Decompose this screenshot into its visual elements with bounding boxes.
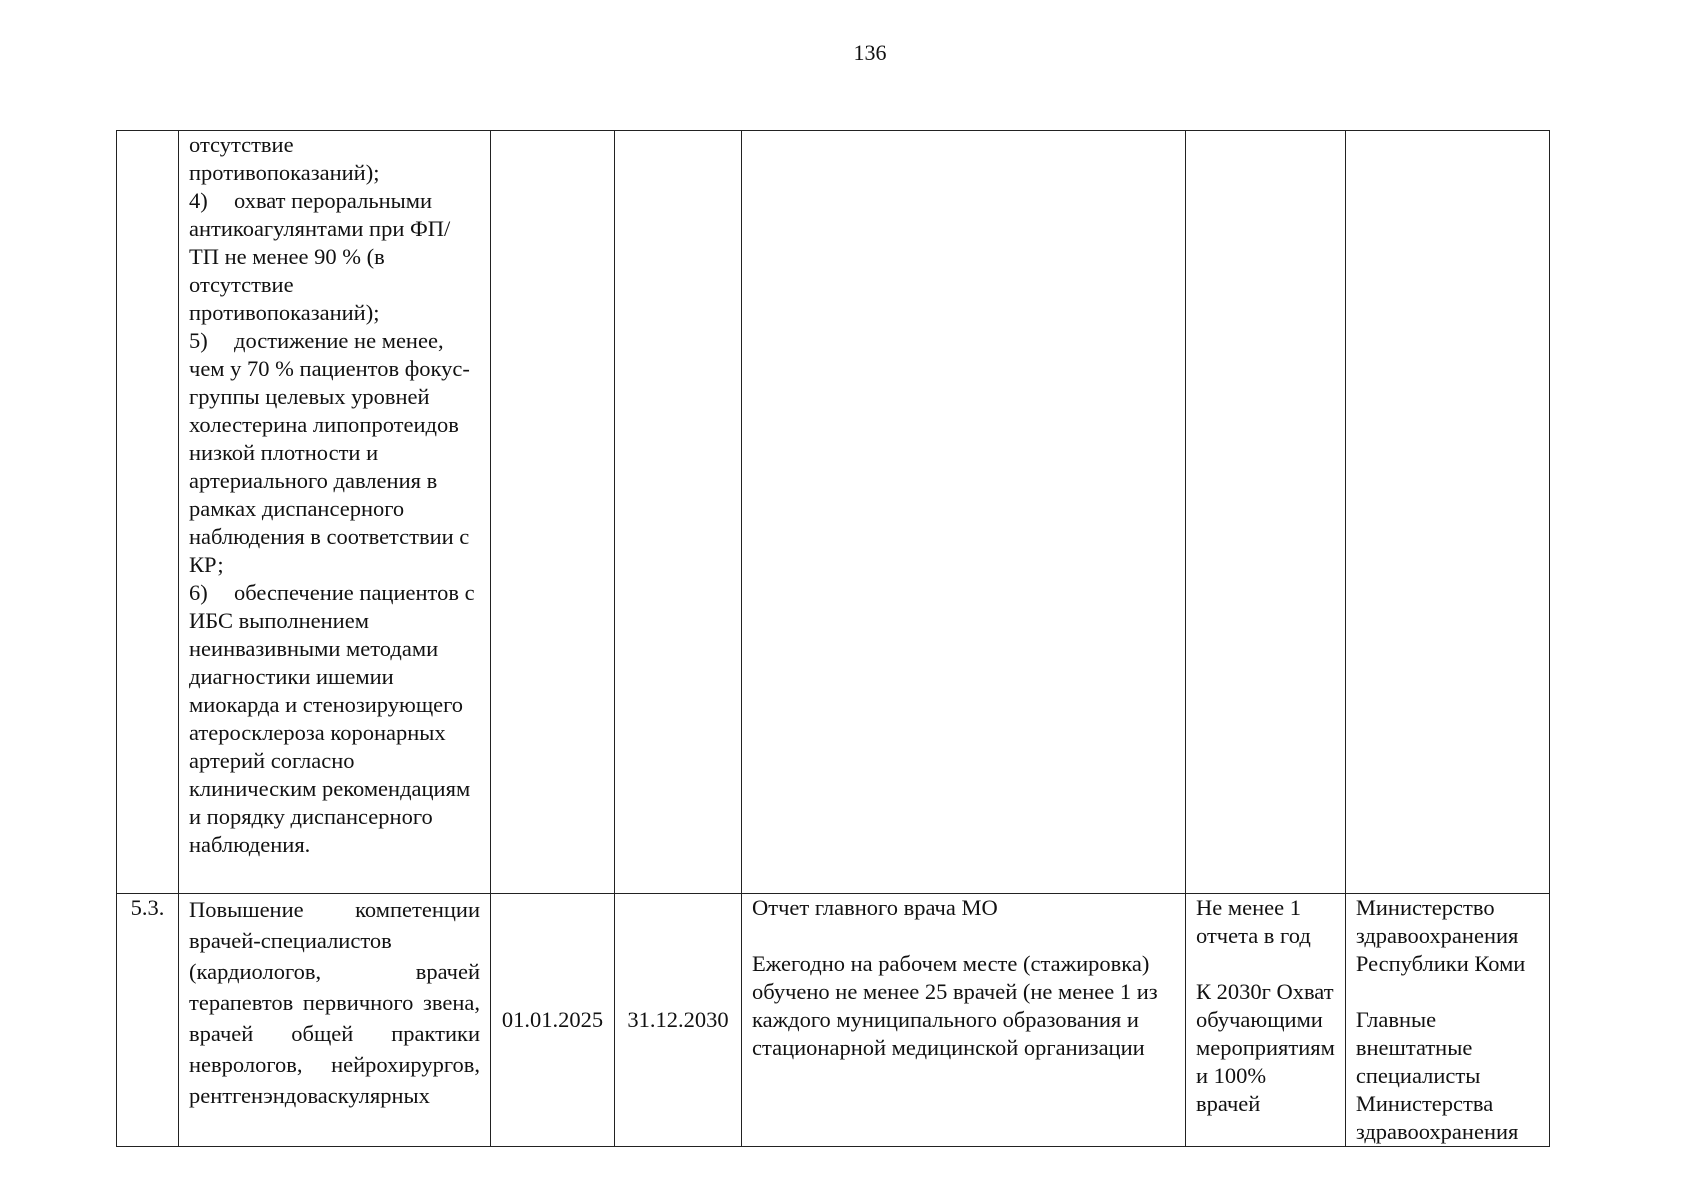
measures-table [116, 130, 1550, 1147]
list-item: 5) достижение не менее, чем у 70 % пациентов фокус-группы целевых уровней холестерина липопротеидов низкой плотности и артериального давления в рамках диспансерного наблюдения в соответствии с КР; [189, 328, 475, 577]
cell-end-empty [615, 131, 742, 894]
cell-description-continued [179, 131, 491, 894]
cell-indicator-empty [1186, 131, 1346, 894]
cell-responsible-empty [1345, 131, 1549, 894]
list-item: 6) обеспечение пациентов с ИБС выполнением неинвазивными методами диагностики ишемии миокарда и стенозирующего атеросклероза коронарных артерий согласно клиническим рекомендациям и порядку диспансерного наблюдения. [189, 580, 481, 857]
cell-number-empty [117, 131, 179, 894]
responsible-specialists: Главные внештатные специалисты Министерства здравоохранения [1355, 1007, 1519, 1144]
start-date: 01.01.2025 [491, 894, 615, 1147]
indicator-coverage: К 2030г Охват обучающими мероприятиям и 100% врачей [1196, 979, 1341, 1116]
row-number: 5.3. [117, 894, 179, 1147]
table-row-5-3 [117, 894, 1550, 1147]
indicator-reports: Не менее 1 отчета в год [1196, 895, 1311, 948]
cell-start-empty [491, 131, 615, 894]
end-date: 31.12.2030 [615, 894, 742, 1147]
list-item: 4) охват пероральными антикоагулянтами при ФП/ТП не менее 90 % (в отсутствие противопоказаний); [189, 188, 451, 325]
result-training: Ежегодно на рабочем месте (стажировка) обучено не менее 25 врачей (не менее 1 из каждого муниципального образования и стационарной медицинской организации [752, 951, 1164, 1060]
result-report: Отчет главного врача МО [752, 895, 998, 920]
responsible-cell [1345, 894, 1549, 1147]
indicator-cell [1186, 894, 1346, 1147]
measure-description: Повышение компетенции врачей-специалистов (кардиологов, врачей терапевтов первичного звена, врачей общей практики неврологов, нейрохирургов, рентгенэндоваскулярных [179, 894, 491, 1147]
cell-result-empty [742, 131, 1186, 894]
page-number: 136 [853, 40, 887, 65]
responsible-ministry: Министерство здравоохранения Республики Коми [1355, 895, 1526, 976]
result-cell [742, 894, 1186, 1147]
list-item: отсутствие противопоказаний); [189, 132, 380, 185]
table-row-continued [117, 131, 1550, 894]
